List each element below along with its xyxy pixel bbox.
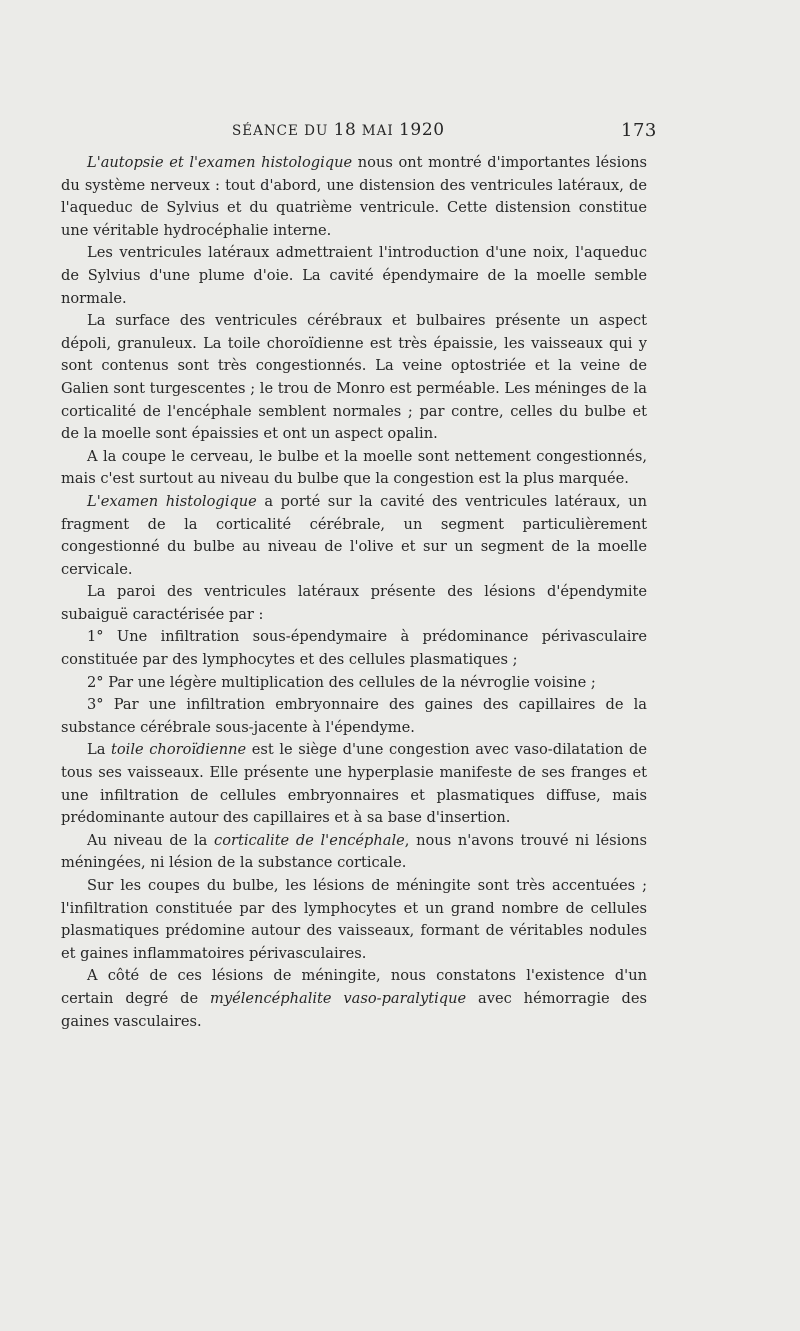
paragraph-text: 3° Par une infiltration embryonnaire des gaines des capillaires de la substance cérébrale sous-jacente à l'épendyme. [61,696,647,736]
paragraph-text: est le siège d'une congestion avec vaso-dilatation de tous ses vaisseaux. Elle présente une hyperplasie manifeste de ses franges et une infiltration de cellules embryonnaires et plasmatiques diffuse, mais prédominante autour des capillaires et à sa base d'insertion. [61,741,647,827]
italic-term: corticalite de l'encéphale [214,831,405,849]
paragraph-cote [61,965,647,1033]
running-head [232,120,445,140]
paragraph-pre: Au niveau de la [87,831,215,849]
page-number: 173 [621,120,657,141]
running-head-month: MAI [356,123,399,139]
paragraph-text: Sur les coupes du bulbe, les lésions de méningite sont très accentuées ; l'infiltration constituée par des lymphocytes et un grand nombre de cellules plasmatiques prédomine autour des vaisseaux, formant de véritables nodules et gaines inflammatoires périvasculaires. [61,877,647,962]
running-head-title: SÉANCE DU [232,123,334,139]
paragraph-text: nous ont montré d'importantes lésions du système nerveux : tout d'abord, une distension des ventricules latéraux, de l'aqueduc de Sylvius et du quatrième ventricule. Cette distension constitue une véritable hydrocéphalie interne. [61,154,647,239]
paragraph-corticalite [61,830,647,875]
italic-lead: L'examen histologique [87,492,257,510]
paragraph-toile [61,739,647,829]
paragraph-text: , nous n'avons trouvé ni lésions méningées, ni lésion de la substance corticale. [61,831,647,872]
paragraph-coupe [61,446,647,491]
running-head-day: 18 [333,120,357,140]
italic-term: myélencéphalite vaso-paralytique [210,989,467,1007]
list-item-2 [61,672,647,695]
italic-term: toile choroïdienne [111,741,247,759]
list-item-1 [61,626,647,671]
paragraph-text: a porté sur la cavité des ventricules latéraux, un fragment de la corticalité cérébrale, un segment particulièrement congestionné du bulbe au niveau de l'olive et sur un segment de la moelle cervicale. [61,492,647,578]
paragraph-ventricules [61,242,647,310]
paragraph-surface [61,310,647,446]
paragraph-text: A la coupe le cerveau, le bulbe et la moelle sont nettement congestionnés, mais c'est surtout au niveau du bulbe que la congestion est la plus marquée. [61,447,647,488]
paragraph-text: Les ventricules latéraux admettraient l'introduction d'une noix, l'aqueduc de Sylvius d'une plume d'oie. La cavité épendymaire de la moelle semble normale. [61,244,647,307]
paragraph-text: avec hémorragie des gaines vasculaires. [61,989,648,1030]
paragraph-pre: La [87,741,112,759]
paragraph-text: 2° Par une légère multiplication des cellules de la névroglie voisine ; [87,673,596,691]
paragraph-examen [61,491,647,581]
running-head-year: 1920 [398,120,445,140]
paragraph-bulbe [61,875,647,965]
italic-lead: L'autopsie et l'examen histologique [87,154,353,171]
paragraph-autopsie [61,152,647,242]
paragraph-text: La surface des ventricules cérébraux et bulbaires présente un aspect dépoli, granuleux. La toile choroïdienne est très épaissie, les vaisseaux qui y sont contenus sont très congestionnés. La veine optostriée et la veine de Galien sont turgescentes ; le trou de Monro est perméable. Les méninges de la corticalité de l'encéphale semblent normales ; par contre, celles du bulbe et de la moelle sont épaissies et ont un aspect opalin. [61,312,647,443]
body-text [61,152,647,1033]
paragraph-paroi [61,581,647,626]
paragraph-pre: A côté de ces lésions de méningite, nous constatons l'existence d'un certain degré de [61,967,647,1007]
paragraph-text: La paroi des ventricules latéraux présente des lésions d'épendymite subaiguë caractérisée par : [61,583,647,623]
list-item-3 [61,694,647,739]
paragraph-text: 1° Une infiltration sous-épendymaire à prédominance périvasculaire constituée par des lymphocytes et des cellules plasmatiques ; [61,628,647,669]
